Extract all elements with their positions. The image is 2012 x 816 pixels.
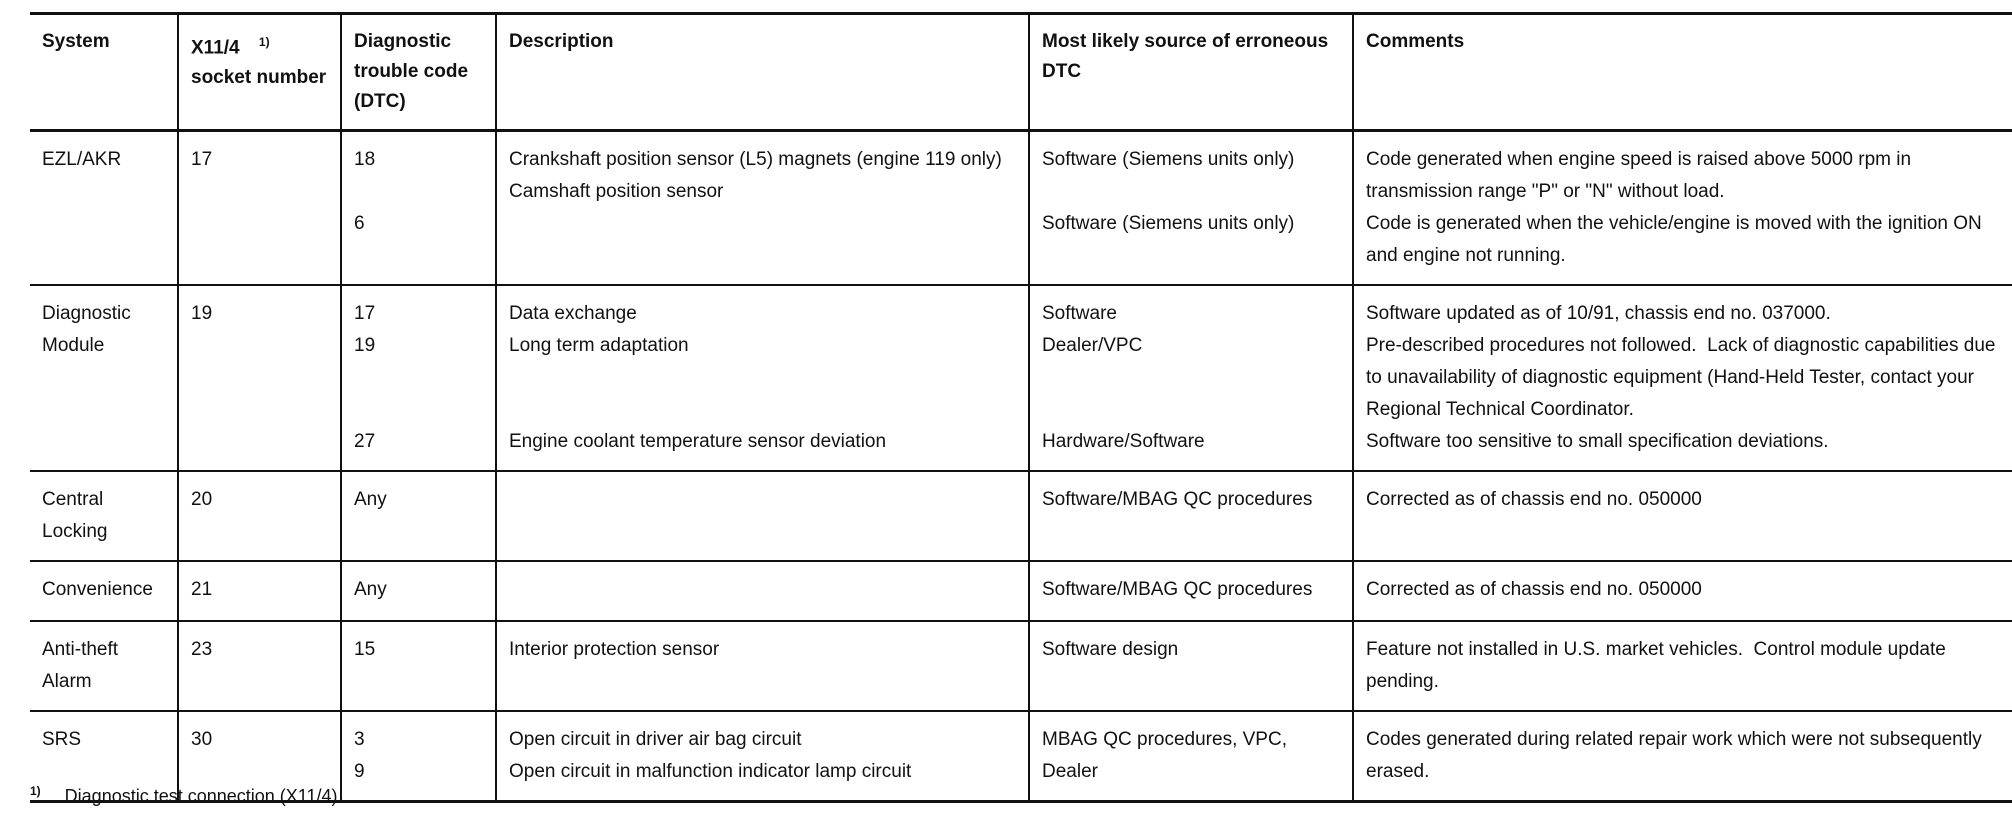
- cell-comments-line: Corrected as of chassis end no. 050000: [1366, 489, 1702, 510]
- header-socket-footnote-marker: 1): [258, 35, 270, 49]
- cell-comments-line: Code generated when engine speed is raised above 5000 rpm in transmission range "P" or "N" without load.: [1366, 149, 1917, 202]
- cell-description-line: [509, 362, 1016, 394]
- cell-system: Convenience: [30, 561, 178, 621]
- table-row: [30, 131, 2012, 286]
- table-row: [30, 285, 2012, 471]
- cell-dtc-line: [354, 176, 483, 208]
- cell-dtc-line: 3: [354, 729, 365, 750]
- cell-description: [496, 471, 1029, 561]
- cell-system: Diagnostic Module: [30, 285, 178, 471]
- cell-socket: 17: [178, 131, 341, 286]
- cell-description-line: Data exchange: [509, 303, 637, 324]
- footnote-marker: 1): [30, 784, 41, 798]
- cell-dtc-line: Any: [354, 489, 387, 510]
- header-socket-label: X11/4: [191, 37, 240, 59]
- header-dtc: Diagnostic trouble code (DTC): [341, 14, 496, 131]
- cell-source-line: Software/MBAG QC procedures: [1042, 579, 1313, 600]
- cell-dtc-line: 6: [354, 213, 365, 234]
- cell-dtc-line: [354, 362, 483, 394]
- cell-source-line: [1042, 394, 1340, 426]
- cell-description-line: Engine coolant temperature sensor deviation: [509, 431, 887, 452]
- cell-dtc-line: 9: [354, 761, 365, 782]
- cell-dtc: [341, 285, 496, 471]
- header-socket: [178, 14, 341, 131]
- cell-description: [496, 285, 1029, 471]
- cell-dtc: [341, 711, 496, 802]
- cell-source-line: Software (Siemens units only): [1042, 149, 1295, 170]
- cell-socket: 20: [178, 471, 341, 561]
- cell-source-line: Software design: [1042, 639, 1179, 660]
- cell-socket: 21: [178, 561, 341, 621]
- cell-comments: [1353, 561, 2012, 621]
- cell-dtc-line: 27: [354, 431, 376, 452]
- cell-system: Central Locking: [30, 471, 178, 561]
- cell-description-line: Crankshaft position sensor (L5) magnets (engine 119 only): [509, 149, 1002, 170]
- cell-comments-line: Feature not installed in U.S. market vehicles. Control module update pending.: [1366, 639, 1952, 692]
- cell-description-line: [509, 394, 1016, 426]
- cell-description: [496, 131, 1029, 286]
- table-row: [30, 621, 2012, 711]
- cell-dtc: [341, 471, 496, 561]
- cell-comments: [1353, 711, 2012, 802]
- cell-source-line: Software: [1042, 303, 1117, 324]
- cell-source-line: Hardware/Software: [1042, 431, 1205, 452]
- table-header-row: [30, 14, 2012, 131]
- cell-comments-line: Software updated as of 10/91, chassis end no. 037000.: [1366, 303, 1831, 324]
- cell-source: [1029, 285, 1353, 471]
- header-socket-rest: socket number: [191, 67, 327, 89]
- dtc-table: [30, 12, 2012, 803]
- cell-system: Anti-theft Alarm: [30, 621, 178, 711]
- cell-source-line: Software/MBAG QC procedures: [1042, 489, 1313, 510]
- cell-description-line: Long term adaptation: [509, 335, 689, 356]
- header-system: System: [30, 14, 178, 131]
- cell-dtc-line: 18: [354, 149, 376, 170]
- cell-dtc-line: 19: [354, 335, 376, 356]
- cell-source-line: MBAG QC procedures, VPC, Dealer: [1042, 729, 1293, 782]
- cell-source: [1029, 471, 1353, 561]
- cell-comments: [1353, 285, 2012, 471]
- cell-dtc-line: [354, 394, 483, 426]
- footnote-text: Diagnostic test connection (X11/4): [64, 786, 338, 806]
- table-body: [30, 131, 2012, 802]
- footnote: [30, 784, 337, 807]
- cell-source: [1029, 561, 1353, 621]
- cell-dtc-line: 15: [354, 639, 376, 660]
- cell-source: [1029, 131, 1353, 286]
- cell-comments-line: Pre-described procedures not followed. Lack of diagnostic capabilities due to unavailability of diagnostic equipment (Hand-Held Tester, contact your Regional Technical Coordinator.: [1366, 335, 2001, 420]
- cell-dtc-line: 17: [354, 303, 376, 324]
- cell-socket: 23: [178, 621, 341, 711]
- cell-source: [1029, 711, 1353, 802]
- cell-dtc: [341, 621, 496, 711]
- cell-description: [496, 621, 1029, 711]
- table-row: [30, 471, 2012, 561]
- cell-comments-line: Codes generated during related repair work which were not subsequently erased.: [1366, 729, 1988, 782]
- table-row: [30, 561, 2012, 621]
- header-source: Most likely source of erroneous DTC: [1029, 14, 1353, 131]
- cell-description-line: Open circuit in driver air bag circuit: [509, 729, 802, 750]
- cell-socket: 30: [178, 711, 341, 802]
- header-description: Description: [496, 14, 1029, 131]
- cell-dtc: [341, 131, 496, 286]
- cell-system: EZL/AKR: [30, 131, 178, 286]
- cell-description-line: Camshaft position sensor: [509, 181, 724, 202]
- cell-comments-line: Corrected as of chassis end no. 050000: [1366, 579, 1702, 600]
- cell-source-line: [1042, 176, 1340, 208]
- cell-comments-line: Code is generated when the vehicle/engine is moved with the ignition ON and engine not running.: [1366, 213, 1988, 266]
- cell-socket: 19: [178, 285, 341, 471]
- cell-description: [496, 711, 1029, 802]
- cell-system: SRS: [30, 711, 178, 802]
- cell-dtc-line: Any: [354, 579, 387, 600]
- header-comments: Comments: [1353, 14, 2012, 131]
- cell-source-line: [1042, 362, 1340, 394]
- cell-dtc: [341, 561, 496, 621]
- cell-comments: [1353, 471, 2012, 561]
- cell-source-line: Software (Siemens units only): [1042, 213, 1295, 234]
- cell-comments-line: Software too sensitive to small specification deviations.: [1366, 431, 1829, 452]
- cell-comments: [1353, 621, 2012, 711]
- cell-comments: [1353, 131, 2012, 286]
- cell-description: [496, 561, 1029, 621]
- cell-source: [1029, 621, 1353, 711]
- cell-description-line: Open circuit in malfunction indicator lamp circuit: [509, 761, 912, 782]
- cell-description-line: Interior protection sensor: [509, 639, 720, 660]
- cell-source-line: Dealer/VPC: [1042, 335, 1143, 356]
